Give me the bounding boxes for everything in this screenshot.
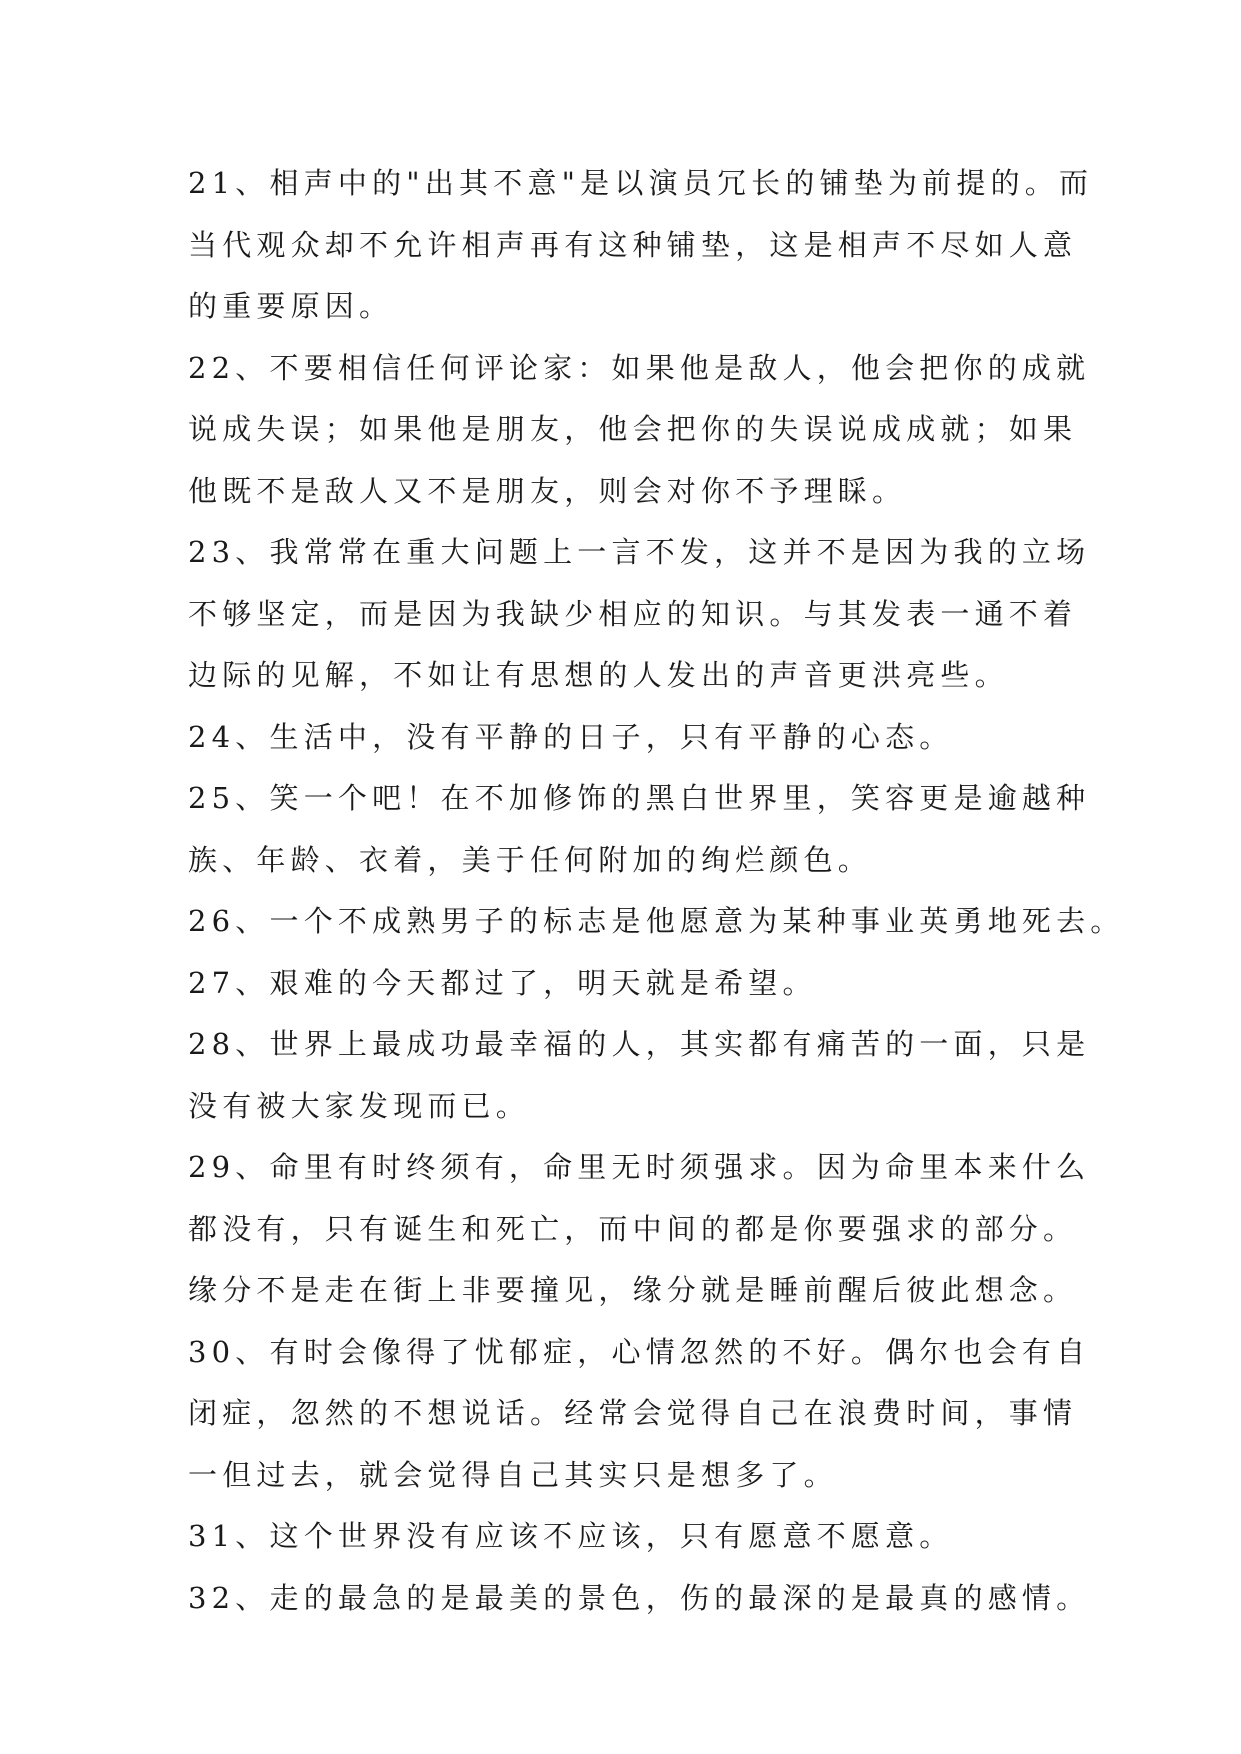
text-line: 27、艰难的今天都过了，明天就是希望。 [188,965,817,1000]
text-line: 24、生活中，没有平静的日子，只有平静的心态。 [188,719,954,754]
text-line: 25、笑一个吧！在不加修饰的黑白世界里，笑容更是逾越种 [188,781,1091,815]
text-line: 28、世界上最成功最幸福的人，其实都有痛苦的一面，只是 [188,1027,1091,1061]
text-line: 说成失误；如果他是朋友，他会把你的失误说成成就；如果 [188,412,1078,446]
text-line: 当代观众却不允许相声再有这种铺垫，这是相声不尽如人意 [188,227,1078,262]
text-line: 族、年龄、衣着，美于任何附加的绚烂颜色。 [188,842,873,877]
text-line: 26、一个不成熟男子的标志是他愿意为某种事业英勇地死去。 [188,904,1125,938]
text-line: 22、不要相信任何评论家：如果他是敌人，他会把你的成就 [188,350,1091,385]
text-line: 边际的见解，不如让有思想的人发出的声音更洪亮些。 [188,658,1009,692]
text-line: 缘分不是走在街上非要撞见，缘分就是睡前醒后彼此想念。 [188,1273,1078,1307]
text-line: 闭症，忽然的不想说话。经常会觉得自己在浪费时间，事情 [188,1396,1078,1430]
text-line: 30、有时会像得了忧郁症，心情忽然的不好。偶尔也会有自 [188,1334,1091,1369]
text-line: 不够坚定，而是因为我缺少相应的知识。与其发表一通不着 [188,596,1078,631]
text-line: 32、走的最急的是最美的景色，伤的最深的是最真的感情。 [188,1580,1091,1615]
text-line: 一但过去，就会觉得自己其实只是想多了。 [188,1457,838,1492]
text-line: 他既不是敌人又不是朋友，则会对你不予理睬。 [188,473,907,508]
text-line: 的重要原因。 [188,289,394,323]
text-line: 21、相声中的"出其不意"是以演员冗长的铺垫为前提的。而 [188,166,1094,200]
text-line: 23、我常常在重大问题上一言不发，这并不是因为我的立场 [188,535,1091,569]
text-line: 都没有，只有诞生和死亡，而中间的都是你要强求的部分。 [188,1211,1078,1246]
text-line: 31、这个世界没有应该不应该，只有愿意不愿意。 [188,1519,954,1553]
text-line: 没有被大家发现而已。 [188,1088,531,1123]
document-body [188,153,1125,1629]
text-line: 29、命里有时终须有，命里无时须强求。因为命里本来什么 [188,1150,1091,1184]
